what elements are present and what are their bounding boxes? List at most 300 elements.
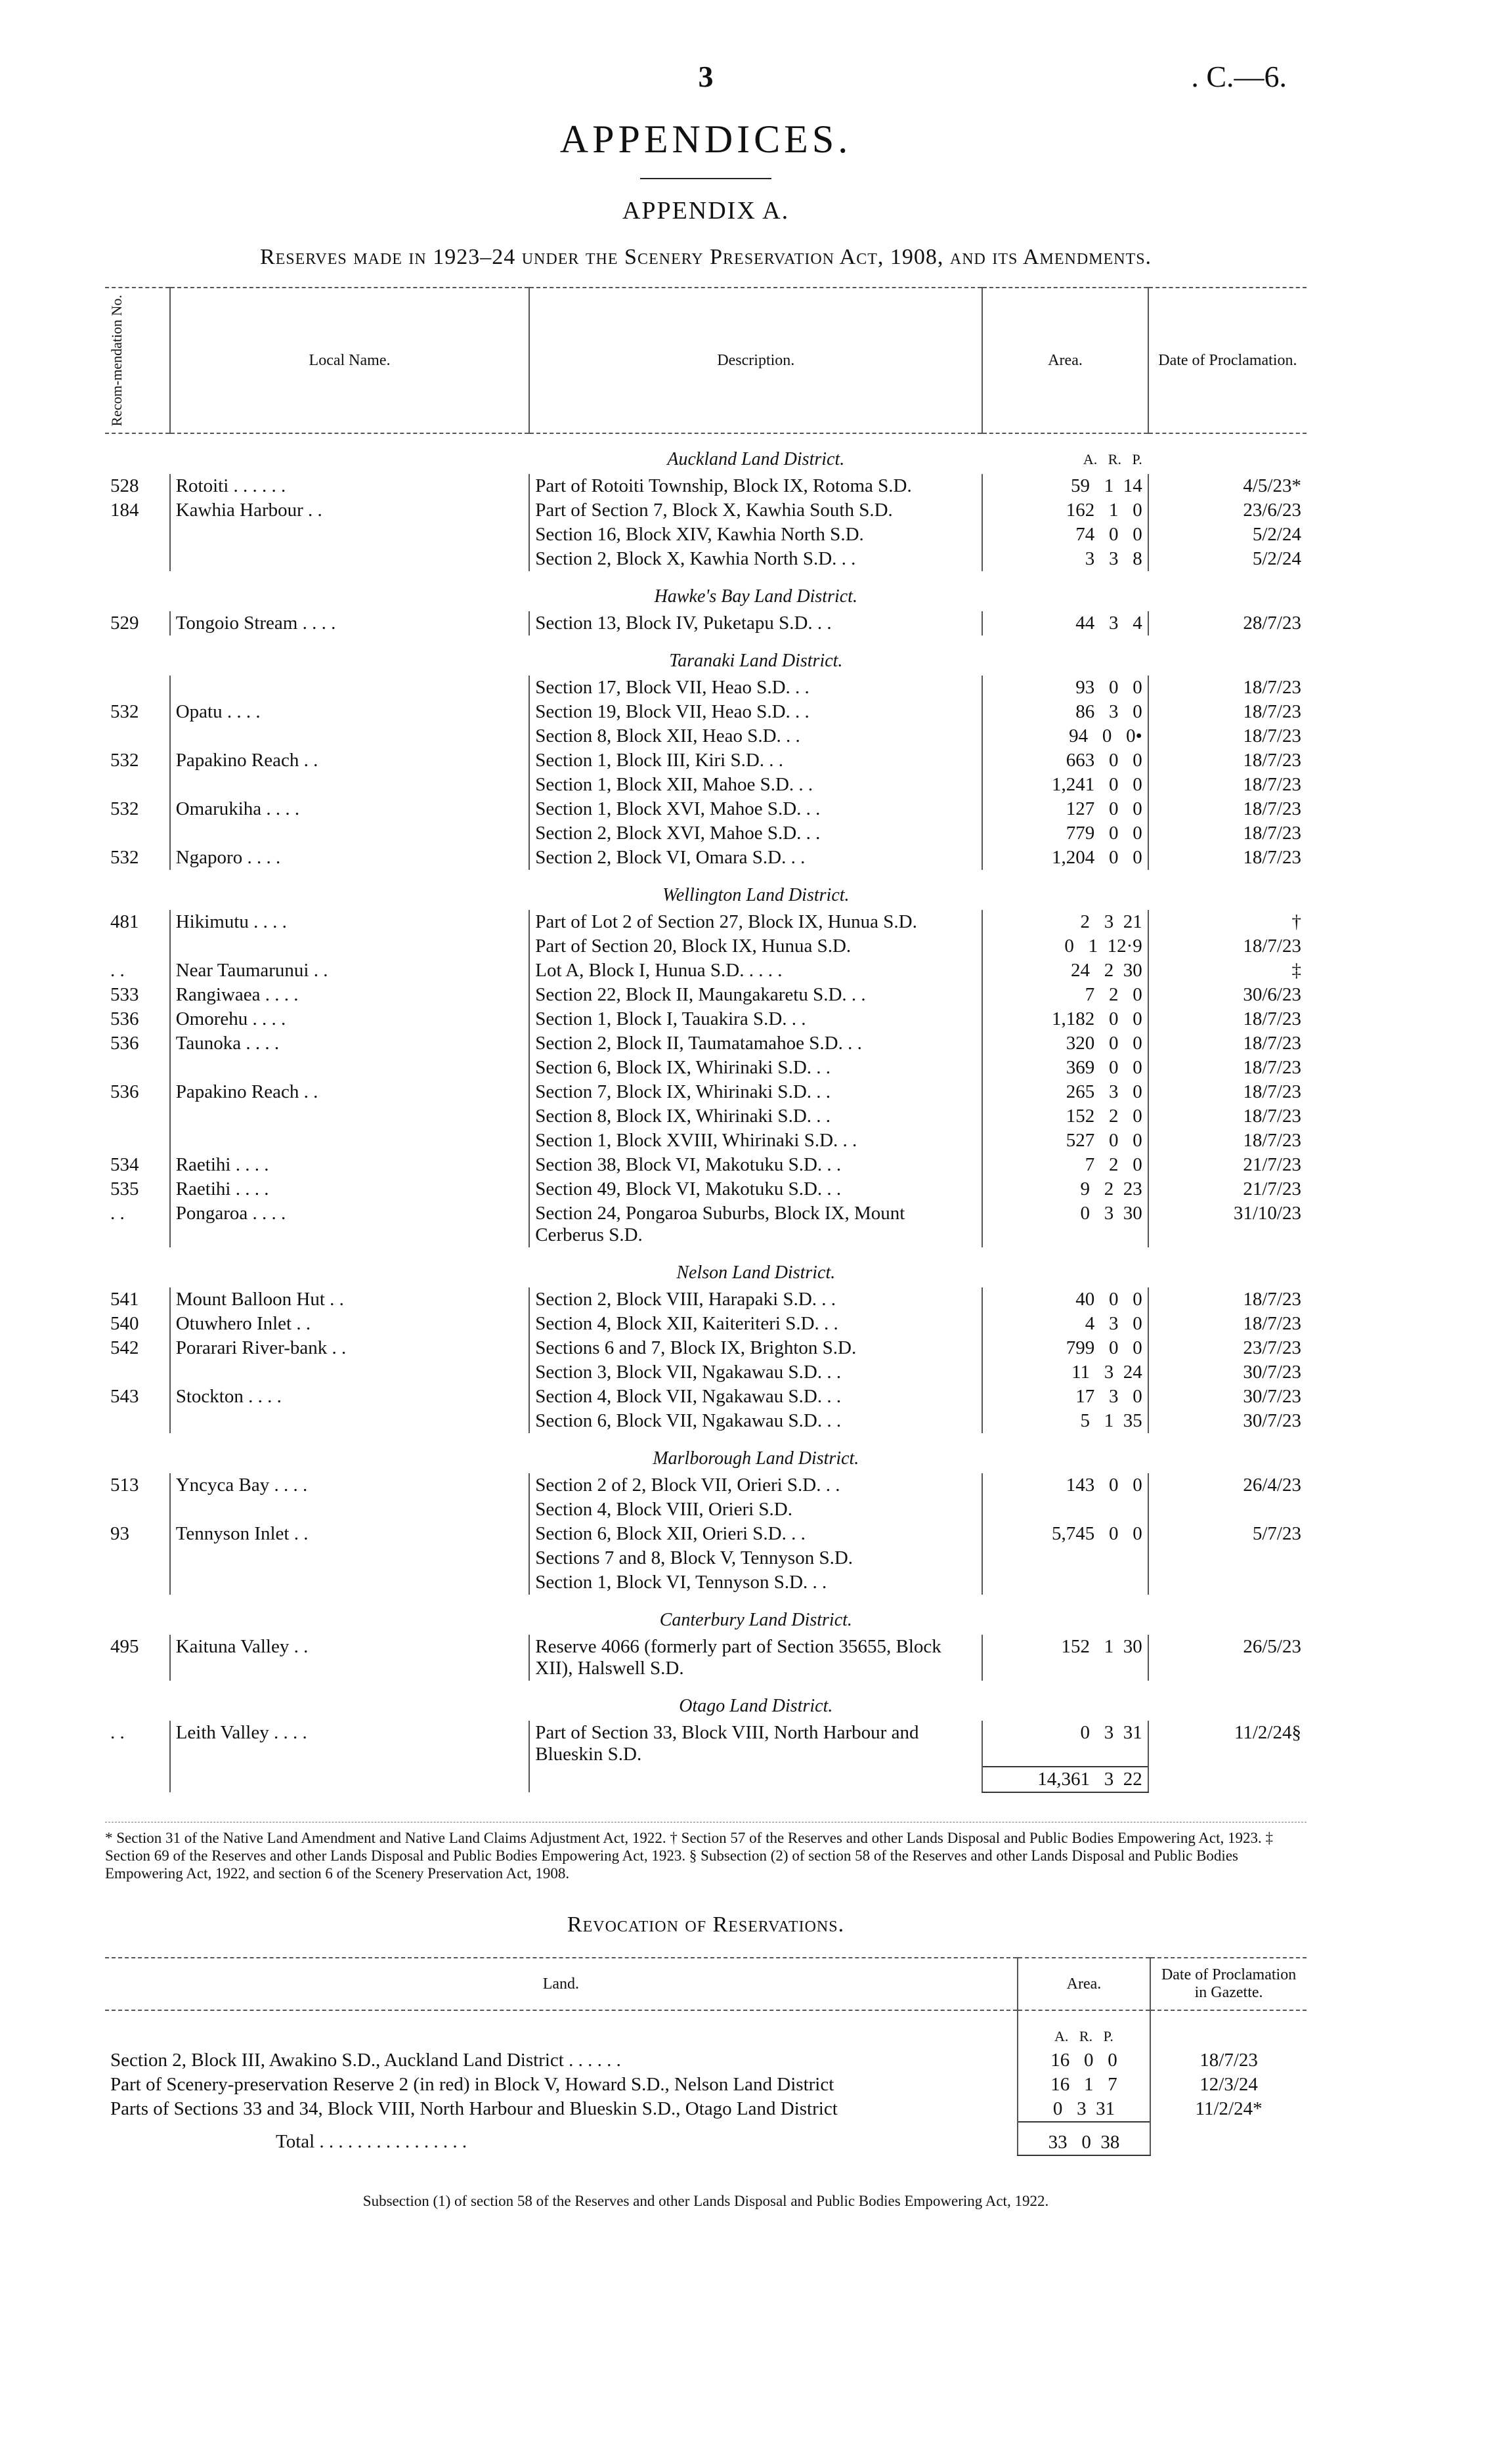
description: Section 6, Block IX, Whirinaki S.D. . . (529, 1056, 982, 1080)
recommendation-no: 540 (110, 1313, 139, 1335)
description: Section 2, Block X, Kawhia North S.D. . . (529, 547, 982, 571)
revoked-area: 0 3 31 (1018, 2097, 1150, 2122)
district-spacer (105, 636, 170, 676)
table-row (105, 1287, 1307, 1312)
page-number: 3 (698, 60, 714, 93)
proclamation-date (1148, 1570, 1307, 1595)
table-row (105, 1336, 1307, 1360)
district-spacer (170, 870, 530, 910)
revoked-land: Section 2, Block III, Awakino S.D., Auckland Land District . . . . . . (110, 2050, 621, 2071)
recommendation-no: 542 (110, 1337, 139, 1359)
district-spacer (170, 1433, 530, 1473)
district-name: Marlborough Land District. (653, 1448, 859, 1469)
proclamation-date: 26/5/23 (1148, 1635, 1307, 1681)
district-name: Auckland Land District. (667, 449, 845, 470)
area: 86 3 0 (982, 700, 1148, 724)
local-name: Raetihi . . . . (170, 1177, 530, 1201)
area: 152 1 30 (982, 1635, 1148, 1681)
proclamation-date: 18/7/23 (1148, 1080, 1307, 1104)
recommendation-no (105, 1056, 170, 1080)
recommendation-no: 513 (110, 1475, 139, 1496)
description: Part of Section 33, Block VIII, North Harbour and Blueskin S.D. (529, 1721, 982, 1767)
total-label: Total . . . . . . . . . . . . . . . . (276, 2131, 467, 2153)
district-spacer (170, 1681, 530, 1721)
district-spacer (1148, 1433, 1307, 1473)
district-heading-row (105, 1681, 1307, 1721)
table-row (105, 1177, 1307, 1201)
district-spacer (170, 636, 530, 676)
description: Part of Rotoiti Township, Block IX, Rotoma S.D. (529, 474, 982, 498)
area: 162 1 0 (982, 498, 1148, 523)
proclamation-date: 18/7/23 (1148, 1031, 1307, 1056)
proclamation-date: 18/7/23 (1148, 1056, 1307, 1080)
district-spacer (105, 1247, 170, 1287)
proclamation-date: † (1148, 910, 1307, 934)
col-header-area: Area. (982, 288, 1148, 433)
description: Section 17, Block VII, Heao S.D. . . (529, 676, 982, 700)
table-row (105, 1201, 1307, 1247)
area: 527 0 0 (982, 1129, 1148, 1153)
area: 7 2 0 (982, 1153, 1148, 1177)
district-heading-row (105, 433, 1307, 474)
area (982, 1498, 1148, 1522)
area: 1,204 0 0 (982, 846, 1148, 870)
reserves-table-body (105, 433, 1307, 1792)
district-spacer (105, 571, 170, 611)
description: Section 6, Block VII, Ngakawau S.D. . . (529, 1409, 982, 1433)
area: 2 3 21 (982, 910, 1148, 934)
local-name: Taunoka . . . . (170, 1031, 530, 1056)
proclamation-date: 18/7/23 (1148, 773, 1307, 797)
proclamation-date: 18/7/23 (1148, 676, 1307, 700)
local-name: Pongaroa . . . . (170, 1201, 530, 1247)
recommendation-no: 533 (110, 984, 139, 1006)
proclamation-date: 18/7/23 (1148, 700, 1307, 724)
recommendation-no (105, 1409, 170, 1433)
proclamation-date: 11/2/24§ (1148, 1721, 1307, 1767)
bottom-note: Subsection (1) of section 58 of the Reserves and other Lands Disposal and Public Bodies Empowering Act, 1922. (362, 2193, 1049, 2210)
description: Section 4, Block XII, Kaiteriteri S.D. . . (529, 1312, 982, 1336)
revocation-table-body (105, 2010, 1307, 2155)
revoked-area: 16 0 0 (1018, 2048, 1150, 2073)
local-name: Papakino Reach . . (170, 1080, 530, 1104)
area: 265 3 0 (982, 1080, 1148, 1104)
description: Section 19, Block VII, Heao S.D. . . (529, 700, 982, 724)
recommendation-no: 541 (110, 1289, 139, 1310)
district-name: Hawke's Bay Land District. (654, 586, 857, 607)
area: 59 1 14 (982, 474, 1148, 498)
table-row (105, 1721, 1307, 1767)
local-name (170, 676, 530, 700)
recommendation-no: . . (110, 960, 125, 981)
table-row (105, 797, 1307, 821)
recommendation-no (105, 934, 170, 959)
area: 0 3 30 (982, 1201, 1148, 1247)
description: Part of Section 7, Block X, Kawhia South S.D. (529, 498, 982, 523)
area: 74 0 0 (982, 523, 1148, 547)
table-row (105, 724, 1307, 748)
description: Section 2, Block VIII, Harapaki S.D. . . (529, 1287, 982, 1312)
description: Section 2, Block XVI, Mahoe S.D. . . (529, 821, 982, 846)
recommendation-no: 184 (110, 500, 139, 521)
table-row (105, 846, 1307, 870)
district-heading-row (105, 870, 1307, 910)
recommendation-no: 536 (110, 1081, 139, 1103)
col-header-recommendation: Recom-mendation No. (108, 295, 125, 427)
units-label: A. R. P. (1018, 2010, 1150, 2048)
description: Section 38, Block VI, Makotuku S.D. . . (529, 1153, 982, 1177)
area: 5 1 35 (982, 1409, 1148, 1433)
revocation-units-row (105, 2010, 1307, 2048)
local-name (170, 1498, 530, 1522)
recommendation-no (105, 724, 170, 748)
local-name: Hikimutu . . . . (170, 910, 530, 934)
revoked-land: Part of Scenery-preservation Reserve 2 (in red) in Block V, Howard S.D., Nelson Land District (110, 2074, 834, 2096)
recommendation-no (105, 1570, 170, 1595)
total-spacer (105, 1767, 170, 1792)
table-row (105, 934, 1307, 959)
recommendation-no: 481 (110, 911, 139, 933)
proclamation-date: 18/7/23 (1148, 797, 1307, 821)
recommendation-no: . . (110, 1203, 125, 1224)
local-name (170, 773, 530, 797)
units-label (982, 1681, 1148, 1721)
proclamation-date: 4/5/23* (1148, 474, 1307, 498)
area: 127 0 0 (982, 797, 1148, 821)
description: Section 2, Block VI, Omara S.D. . . (529, 846, 982, 870)
col-header-rev-date: Date of Proclamation in Gazette. (1150, 1958, 1307, 2010)
description: Section 4, Block VII, Ngakawau S.D. . . (529, 1385, 982, 1409)
col-header-land: Land. (542, 1975, 580, 1993)
description: Sections 6 and 7, Block IX, Brighton S.D. (529, 1336, 982, 1360)
local-name: Porarari River-bank . . (170, 1336, 530, 1360)
col-header-rev-area: Area. (1018, 1958, 1150, 2010)
table-row (105, 676, 1307, 700)
proclamation-date: ‡ (1148, 959, 1307, 983)
district-heading-row (105, 1595, 1307, 1635)
table-row (105, 1385, 1307, 1409)
page-title: APPENDICES. (559, 118, 852, 161)
total-spacer (170, 1767, 530, 1792)
local-name (170, 934, 530, 959)
local-name: Rotoiti . . . . . . (170, 474, 530, 498)
local-name (170, 1570, 530, 1595)
local-name: Omarukiha . . . . (170, 797, 530, 821)
area: 1,241 0 0 (982, 773, 1148, 797)
local-name: Papakino Reach . . (170, 748, 530, 773)
area: 1,182 0 0 (982, 1007, 1148, 1031)
proclamation-date: 30/6/23 (1148, 983, 1307, 1007)
recommendation-no: 536 (110, 1033, 139, 1054)
area: 0 1 12·9 (982, 934, 1148, 959)
district-heading-row (105, 1433, 1307, 1473)
area: 3 3 8 (982, 547, 1148, 571)
description: Section 2, Block II, Taumatamahoe S.D. . . (529, 1031, 982, 1056)
district-spacer (1148, 1595, 1307, 1635)
reserves-table-header (105, 288, 1307, 433)
table-subtitle: Reserves made in 1923–24 under the Scenery Preservation Act, 1908, and its Amendments. (259, 245, 1152, 269)
table-row (105, 547, 1307, 571)
proclamation-date: 30/7/23 (1148, 1385, 1307, 1409)
table-row (105, 1153, 1307, 1177)
description: Part of Lot 2 of Section 27, Block IX, Hunua S.D. (529, 910, 982, 934)
units-label: A. R. P. (1083, 451, 1142, 468)
recommendation-no: 529 (110, 613, 139, 634)
local-name (170, 1129, 530, 1153)
revoked-land: Parts of Sections 33 and 34, Block VIII, North Harbour and Blueskin S.D., Otago Land District (110, 2098, 838, 2120)
col-header-date: Date of Proclamation. (1148, 288, 1307, 433)
district-spacer (1148, 870, 1307, 910)
recommendation-no (105, 821, 170, 846)
area: 143 0 0 (982, 1473, 1148, 1498)
description: Section 8, Block IX, Whirinaki S.D. . . (529, 1104, 982, 1129)
area: 0 3 31 (982, 1721, 1148, 1767)
proclamation-date: 18/7/23 (1148, 821, 1307, 846)
description: Section 49, Block VI, Makotuku S.D. . . (529, 1177, 982, 1201)
district-spacer (1148, 636, 1307, 676)
units-label (982, 571, 1148, 611)
recommendation-no: 535 (110, 1178, 139, 1200)
area: 11 3 24 (982, 1360, 1148, 1385)
page-header (105, 59, 1307, 105)
appendix-label: APPENDIX A. (622, 197, 790, 225)
area: 9 2 23 (982, 1177, 1148, 1201)
local-name (170, 547, 530, 571)
area: 5,745 0 0 (982, 1522, 1148, 1546)
recommendation-no: 495 (110, 1636, 139, 1658)
revocation-row (105, 2073, 1307, 2097)
description: Section 1, Block XII, Mahoe S.D. . . (529, 773, 982, 797)
proclamation-date: 18/7/23 (1148, 846, 1307, 870)
proclamation-date: 5/7/23 (1148, 1522, 1307, 1546)
table-row (105, 1498, 1307, 1522)
total-row (105, 1767, 1307, 1792)
area: 152 2 0 (982, 1104, 1148, 1129)
recommendation-no: 528 (110, 475, 139, 497)
col-header-local-name: Local Name. (170, 288, 530, 433)
recommendation-no: . . (110, 1722, 125, 1744)
area: 779 0 0 (982, 821, 1148, 846)
revocation-total-area: 33 0 38 (1018, 2122, 1150, 2155)
local-name: Stockton . . . . (170, 1385, 530, 1409)
local-name (170, 821, 530, 846)
district-heading-row (105, 571, 1307, 611)
description: Section 1, Block XVI, Mahoe S.D. . . (529, 797, 982, 821)
proclamation-date: 18/7/23 (1148, 748, 1307, 773)
table-row (105, 1522, 1307, 1546)
area: 93 0 0 (982, 676, 1148, 700)
units-label (982, 1595, 1148, 1635)
description: Section 1, Block I, Tauakira S.D. . . (529, 1007, 982, 1031)
table-row (105, 1473, 1307, 1498)
proclamation-date: 18/7/23 (1148, 1312, 1307, 1336)
district-spacer (170, 433, 530, 474)
recommendation-no (105, 547, 170, 571)
revocation-row (105, 2048, 1307, 2073)
table-row (105, 983, 1307, 1007)
description: Lot A, Block I, Hunua S.D. . . . . (529, 959, 982, 983)
area (982, 1570, 1148, 1595)
district-spacer (1148, 1681, 1307, 1721)
recommendation-no: 532 (110, 798, 139, 820)
district-spacer (105, 433, 170, 474)
table-row (105, 821, 1307, 846)
local-name (170, 1056, 530, 1080)
table-row (105, 1104, 1307, 1129)
local-name (170, 1104, 530, 1129)
district-spacer (1148, 1247, 1307, 1287)
title-rule (640, 178, 771, 179)
area: 4 3 0 (982, 1312, 1148, 1336)
district-spacer (105, 1681, 170, 1721)
proclamation-date (1148, 1546, 1307, 1570)
proclamation-date: 31/10/23 (1148, 1201, 1307, 1247)
proclamation-date: 18/7/23 (1148, 1129, 1307, 1153)
proclamation-date: 28/7/23 (1148, 611, 1307, 636)
units-label (982, 1247, 1148, 1287)
district-heading-row (105, 1247, 1307, 1287)
recommendation-no (105, 1129, 170, 1153)
recommendation-no: 532 (110, 750, 139, 771)
local-name: Mount Balloon Hut . . (170, 1287, 530, 1312)
proclamation-date: 18/7/23 (1148, 1287, 1307, 1312)
description: Section 4, Block VIII, Orieri S.D. (529, 1498, 982, 1522)
total-spacer (1148, 1767, 1307, 1792)
table-row (105, 1570, 1307, 1595)
revoked-area: 16 1 7 (1018, 2073, 1150, 2097)
area: 799 0 0 (982, 1336, 1148, 1360)
recommendation-no (105, 1498, 170, 1522)
table-row (105, 1409, 1307, 1433)
footnotes: * Section 31 of the Native Land Amendment and Native Land Claims Adjustment Act, 1922. † Section 57 of the Reserves and other Lands Disposal and Public Bodies Empowering Act, 1923. ‡ Section 69 of the Reserves and other Lands Disposal and Public Bodies Empowering Act, 1923. § Subsection (2) of section 58 of the Reserves and other Lands Disposal and Public Bodies Empowering Act, 1922, and section 6 of the Scenery Preservation Act, 1908. (105, 1822, 1307, 1882)
local-name: Yncyca Bay . . . . (170, 1473, 530, 1498)
proclamation-date: 30/7/23 (1148, 1409, 1307, 1433)
recommendation-no (105, 773, 170, 797)
description: Reserve 4066 (formerly part of Section 35655, Block XII), Halswell S.D. (529, 1635, 982, 1681)
local-name: Tennyson Inlet . . (170, 1522, 530, 1546)
description: Section 7, Block IX, Whirinaki S.D. . . (529, 1080, 982, 1104)
revoked-date: 12/3/24 (1150, 2073, 1307, 2097)
recommendation-no: 532 (110, 701, 139, 723)
local-name: Rangiwaea . . . . (170, 983, 530, 1007)
document-reference: . C.—6. (1191, 60, 1287, 93)
recommendation-no: 536 (110, 1008, 139, 1030)
proclamation-date: 5/2/24 (1148, 547, 1307, 571)
description: Section 1, Block XVIII, Whirinaki S.D. . . (529, 1129, 982, 1153)
description: Section 1, Block VI, Tennyson S.D. . . (529, 1570, 982, 1595)
proclamation-date: 18/7/23 (1148, 1104, 1307, 1129)
district-spacer (1148, 571, 1307, 611)
district-spacer (1148, 433, 1307, 474)
district-spacer (170, 1595, 530, 1635)
table-row (105, 959, 1307, 983)
document-page (105, 59, 1307, 2210)
district-spacer (170, 571, 530, 611)
proclamation-date: 5/2/24 (1148, 523, 1307, 547)
local-name (170, 1409, 530, 1433)
area: 369 0 0 (982, 1056, 1148, 1080)
proclamation-date: 21/7/23 (1148, 1177, 1307, 1201)
local-name (170, 1546, 530, 1570)
description: Part of Section 20, Block IX, Hunua S.D. (529, 934, 982, 959)
table-row (105, 773, 1307, 797)
recommendation-no (105, 676, 170, 700)
local-name: Ngaporo . . . . (170, 846, 530, 870)
local-name (170, 724, 530, 748)
district-spacer (105, 1595, 170, 1635)
proclamation-date: 23/6/23 (1148, 498, 1307, 523)
table-row (105, 523, 1307, 547)
proclamation-date: 18/7/23 (1148, 724, 1307, 748)
district-name: Nelson Land District. (676, 1262, 836, 1283)
recommendation-no (105, 1360, 170, 1385)
local-name: Leith Valley . . . . (170, 1721, 530, 1767)
col-header-description: Description. (529, 288, 982, 433)
table-row (105, 498, 1307, 523)
district-name: Otago Land District. (679, 1696, 833, 1717)
description: Section 24, Pongaroa Suburbs, Block IX, Mount Cerberus S.D. (529, 1201, 982, 1247)
description: Section 22, Block II, Maungakaretu S.D. . . (529, 983, 982, 1007)
district-spacer (105, 870, 170, 910)
revocation-total-row (105, 2122, 1307, 2155)
description: Section 3, Block VII, Ngakawau S.D. . . (529, 1360, 982, 1385)
area: 17 3 0 (982, 1385, 1148, 1409)
district-name: Taranaki Land District. (669, 651, 843, 672)
table-row (105, 1080, 1307, 1104)
area: 7 2 0 (982, 983, 1148, 1007)
description: Sections 7 and 8, Block V, Tennyson S.D. (529, 1546, 982, 1570)
proclamation-date: 30/7/23 (1148, 1360, 1307, 1385)
table-row (105, 1360, 1307, 1385)
area: 24 2 30 (982, 959, 1148, 983)
recommendation-no: 534 (110, 1154, 139, 1176)
area: 94 0 0• (982, 724, 1148, 748)
units-label (982, 636, 1148, 676)
table-row (105, 748, 1307, 773)
table-row (105, 474, 1307, 498)
table-row (105, 910, 1307, 934)
district-name: Wellington Land District. (662, 885, 850, 906)
table-row (105, 1129, 1307, 1153)
recommendation-no: 93 (110, 1523, 129, 1545)
revocation-table (105, 1957, 1307, 2156)
recommendation-no (105, 1104, 170, 1129)
table-row (105, 1546, 1307, 1570)
local-name: Kawhia Harbour . . (170, 498, 530, 523)
total-spacer (529, 1767, 982, 1792)
local-name (170, 1360, 530, 1385)
district-heading-row (105, 636, 1307, 676)
proclamation-date: 18/7/23 (1148, 934, 1307, 959)
description: Section 8, Block XII, Heao S.D. . . (529, 724, 982, 748)
area: 320 0 0 (982, 1031, 1148, 1056)
description: Section 6, Block XII, Orieri S.D. . . (529, 1522, 982, 1546)
total-spacer (1150, 2122, 1307, 2155)
area: 44 3 4 (982, 611, 1148, 636)
local-name (170, 523, 530, 547)
local-name: Tongoio Stream . . . . (170, 611, 530, 636)
recommendation-no (105, 523, 170, 547)
local-name: Kaituna Valley . . (170, 1635, 530, 1681)
district-spacer (105, 1433, 170, 1473)
district-name: Canterbury Land District. (659, 1610, 852, 1631)
local-name: Omorehu . . . . (170, 1007, 530, 1031)
area: 40 0 0 (982, 1287, 1148, 1312)
local-name: Otuwhero Inlet . . (170, 1312, 530, 1336)
proclamation-date: 26/4/23 (1148, 1473, 1307, 1498)
local-name: Raetihi . . . . (170, 1153, 530, 1177)
local-name: Near Taumarunui . . (170, 959, 530, 983)
